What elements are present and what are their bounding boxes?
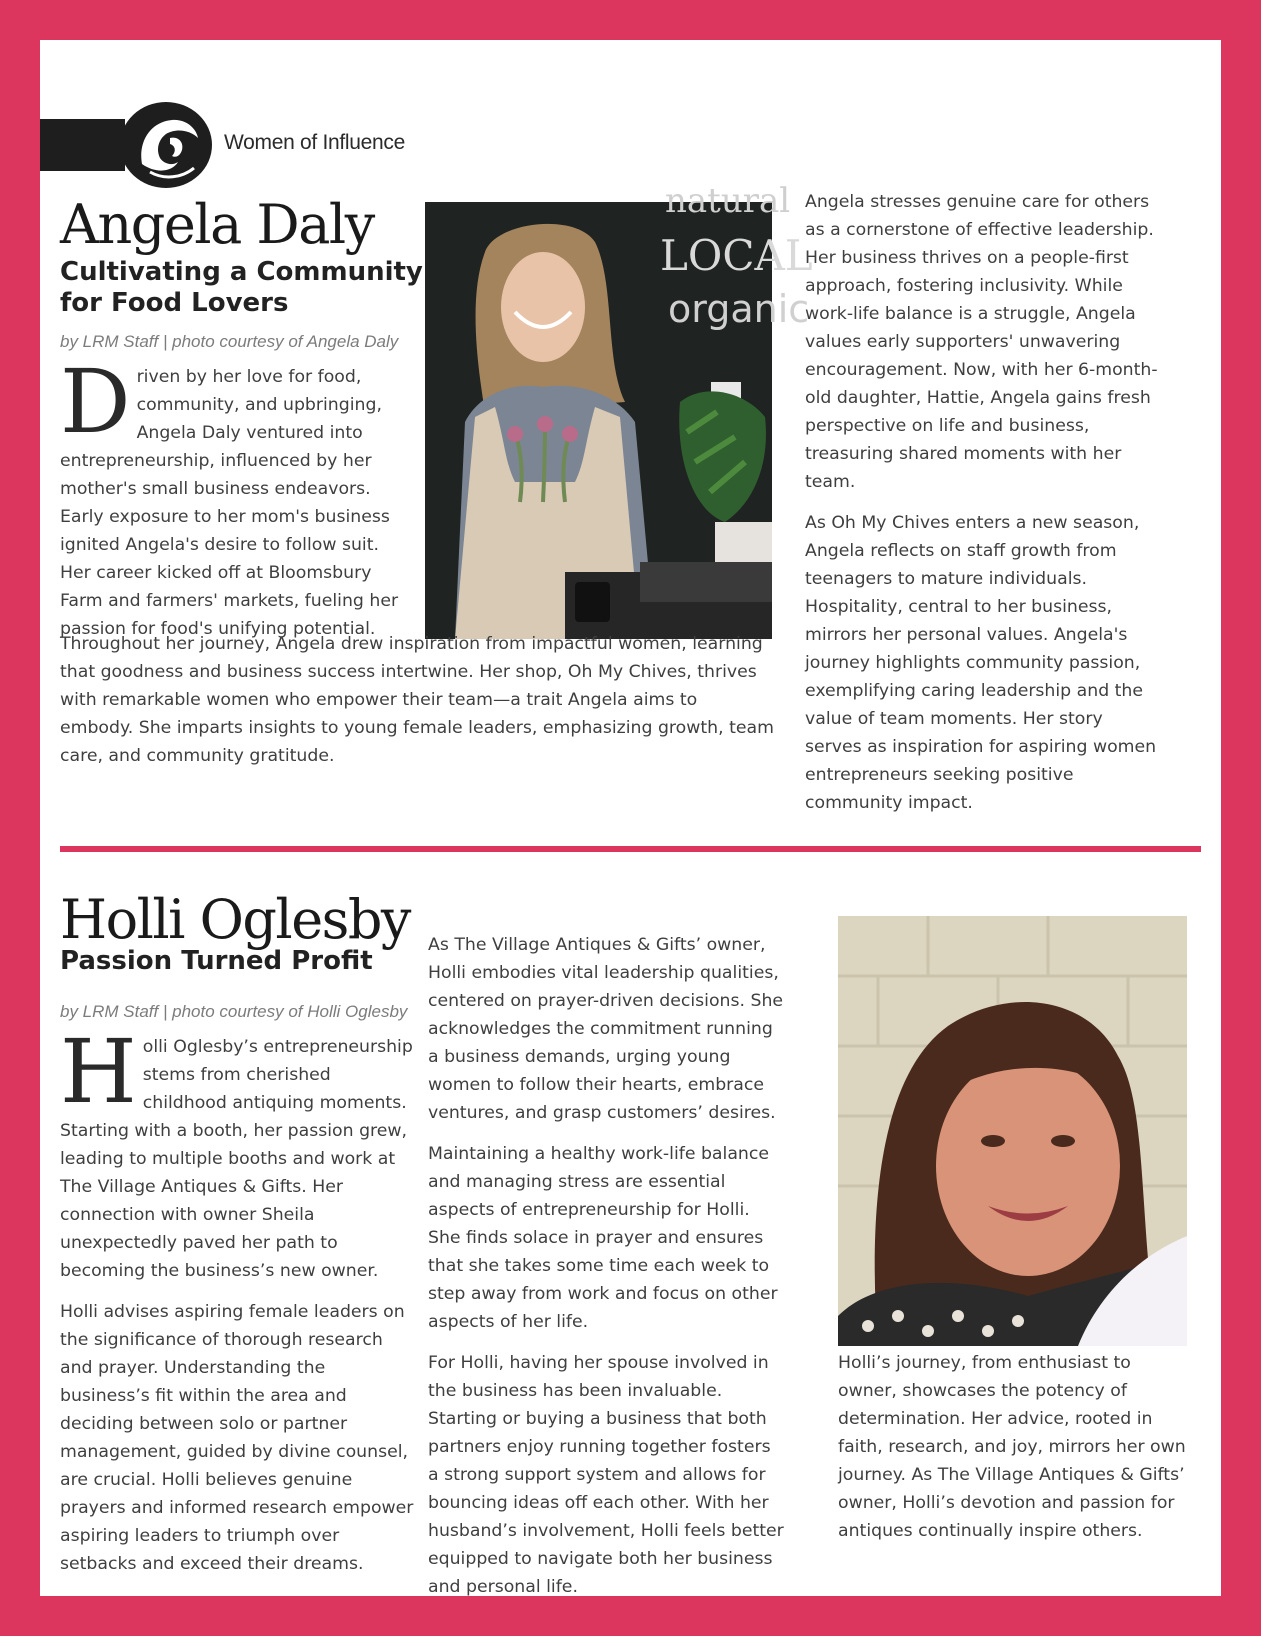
byline: by LRM Staff | photo courtesy of Holli Oglesby xyxy=(60,1002,408,1021)
paragraph: Angela stresses genuine care for others as a cornerstone of effective leadership. Her business thrives on a people-first approach, fostering inclusivity. While work-life balance is a struggle, Angela values early supporters' unwavering encouragement. Now, with her 6-month-old daughter, Hattie, Angela gains fresh perspective on life and business, treasuring shared moments with her team. xyxy=(805,192,1158,492)
article-intro xyxy=(60,1020,415,1591)
article-subtitle xyxy=(60,257,423,319)
paragraph: Holli advises aspiring female leaders on the significance of thorough research and prayer. Understanding the business’s fit within the area and deciding between solo or partner management, guided by divine counsel, are crucial. Holli believes genuine prayers and informed research empower aspiring leaders to triumph over setbacks and exceed their dreams. xyxy=(60,1302,414,1574)
sign-text: LOCAL xyxy=(660,231,813,280)
woman-profile-icon xyxy=(120,102,212,188)
article-body-right xyxy=(838,1349,1188,1558)
section-title: Women of Influence xyxy=(224,131,405,154)
paragraph: As Oh My Chives enters a new season, Angela reflects on staff growth from teenagers to mature individuals. Hospitality, central to her business, mirrors her personal values. Angela's journey highlights community passion, exemplifying caring leadership and the value of team moments. Her story serves as inspiration for aspiring women entrepreneurs seeking positive community impact. xyxy=(805,513,1157,813)
article-name: Holli Oglesby xyxy=(60,888,410,951)
paragraph: Holli’s journey, from enthusiast to owner, showcases the potency of determination. Her advice, rooted in faith, research, and joy, mirrors her own journey. As The Village Antiques & Gifts’ owner, Holli’s devotion and passion for antiques continually inspire others. xyxy=(838,1353,1186,1541)
subtitle-line: Cultivating a Community xyxy=(60,257,423,287)
intro-text: olli Oglesby’s entrepreneurship stems from cherished childhood antiquing moments. Starting with a booth, her passion grew, leading to multiple booths and work at The Village Antiques & Gifts. Her connection with owner Sheila unexpectedly paved her path to becoming the business’s new owner. xyxy=(60,1037,413,1281)
article-body-middle xyxy=(428,931,785,1614)
article-intro xyxy=(60,350,405,643)
intro-text: riven by her love for food, community, and upbringing, Angela Daly ventured into entrepreneurship, influenced by her mother's small business endeavors. Early exposure to her mom's business ignited Angela's desire to follow suit. Her career kicked off at Bloomsbury Farm and farmers' markets, fueling her passion for food's unifying potential. xyxy=(60,367,399,639)
article-body-right xyxy=(805,188,1163,830)
angela-daly-photo xyxy=(425,181,813,639)
byline: by LRM Staff | photo courtesy of Angela Daly xyxy=(60,332,399,351)
paragraph: Maintaining a healthy work-life balance and managing stress are essential aspects of entrepreneurship for Holli. She finds solace in prayer and ensures that she takes some time each week to step away from work and focus on other aspects of her life. xyxy=(428,1144,778,1332)
paragraph: For Holli, having her spouse involved in the business has been invaluable. Starting or buying a business that both partners enjoy running together fosters a strong support system and allows for bouncing ideas off each other. With her husband’s involvement, Holli feels better equipped to navigate both her business and personal life. xyxy=(428,1353,784,1597)
holli-oglesby-photo xyxy=(838,916,1187,1346)
article-body xyxy=(60,630,775,783)
drop-cap: H xyxy=(60,1020,137,1123)
subtitle-line: for Food Lovers xyxy=(60,288,289,318)
women-of-influence-logo xyxy=(120,102,212,188)
article-divider xyxy=(60,846,1201,852)
photo-illustration xyxy=(838,916,1187,1346)
drop-cap: D xyxy=(60,350,131,453)
sign-text: organic xyxy=(668,287,810,331)
article-subtitle: Passion Turned Profit xyxy=(60,946,373,976)
paragraph: As The Village Antiques & Gifts’ owner, Holli embodies vital leadership qualities, centered on prayer-driven decisions. She acknowledges the commitment running a business demands, urging young women to follow their hearts, embrace ventures, and grasp customers’ desires. xyxy=(428,935,784,1123)
sign-text: natural xyxy=(665,181,791,221)
article-name: Angela Daly xyxy=(60,193,374,256)
photo-illustration xyxy=(425,181,813,639)
header-tab-bar xyxy=(40,119,125,171)
paragraph: Throughout her journey, Angela drew inspiration from impactful women, learning that goodness and business success intertwine. Her shop, Oh My Chives, thrives with remarkable women who empower their team—a trait Angela aims to embody. She imparts insights to young female leaders, emphasizing growth, team care, and community gratitude. xyxy=(60,634,774,766)
magazine-page xyxy=(40,40,1221,1596)
